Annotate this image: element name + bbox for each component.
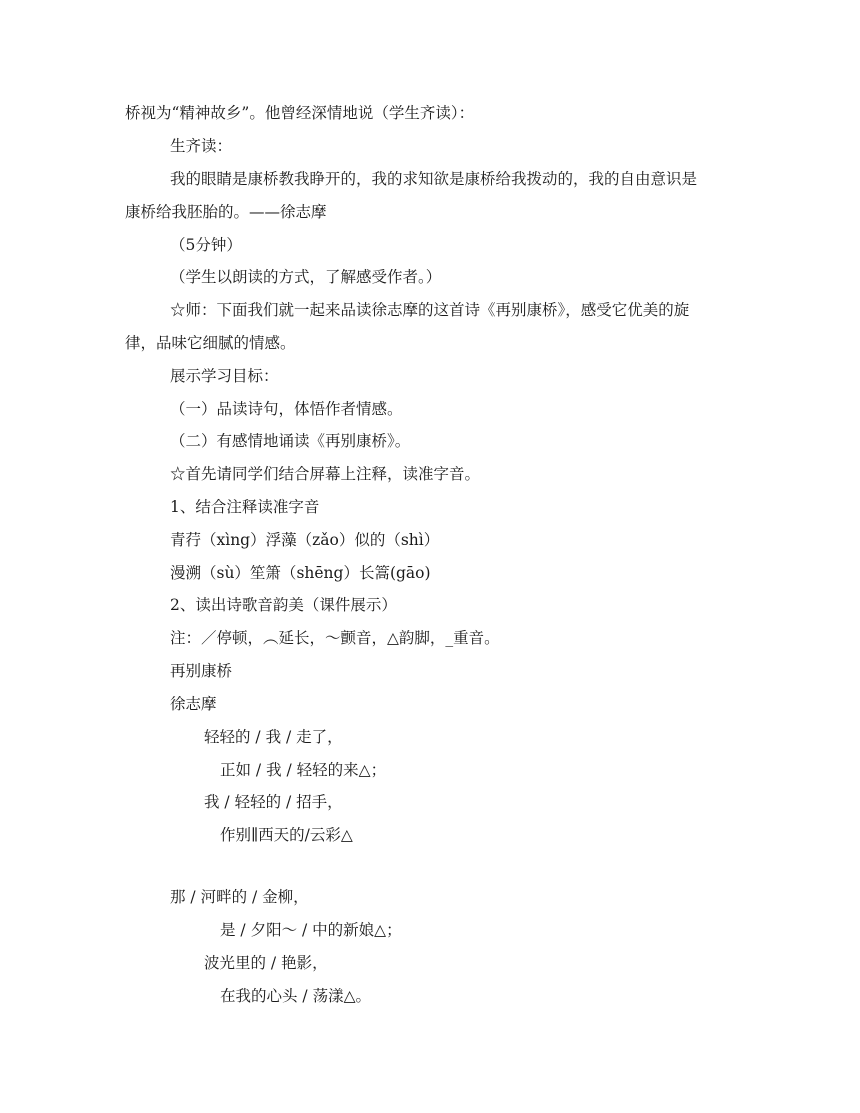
notation-legend-stress: _重音。	[445, 629, 500, 647]
text-line: 青荇（xìng）浮藻（zǎo）似的（shì）	[170, 531, 440, 549]
poem-line: 是 / 夕阳～ / 中的新娘△；	[220, 921, 402, 939]
poem-line: 作别∥西天的/云彩△	[220, 826, 353, 844]
text-line	[170, 627, 500, 649]
text-line: （一）品读诗句，体悟作者情感。	[170, 400, 403, 418]
text-line: ☆师：下面我们就一起来品读徐志摩的这首诗《再别康桥》，感受它优美的旋	[170, 301, 690, 319]
poem-line: 我 / 轻轻的 / 招手，	[204, 793, 343, 811]
poem-line: 轻轻的 / 我 / 走了，	[204, 728, 343, 746]
poem-author: 徐志摩	[170, 695, 217, 713]
text-line: 生齐读：	[170, 137, 233, 155]
text-line: 漫溯（sù）笙箫（shēng）长篙(gāo)	[170, 564, 431, 582]
text-line: 康桥给我胚胎的。——徐志摩	[125, 203, 327, 221]
text-line: 我的眼睛是康桥教我睁开的，我的求知欲是康桥给我拨动的，我的自由意识是	[170, 170, 698, 188]
text-line: 律，品味它细腻的情感。	[125, 334, 296, 352]
text-line: 2、读出诗歌音韵美（课件展示）	[170, 596, 397, 614]
notation-legend: 注：／停顿，︵延长，～颤音，△韵脚，	[170, 629, 446, 647]
text-line: （二）有感情地诵读《再别康桥》。	[170, 432, 411, 450]
poem-line: 正如 / 我 / 轻轻的来△；	[220, 761, 387, 779]
text-line: 1、结合注释读准字音	[170, 498, 320, 516]
poem-line: 在我的心头 / 荡漾△。	[220, 987, 371, 1005]
text-line: （5分钟）	[170, 236, 242, 254]
text-line: 展示学习目标：	[170, 367, 279, 385]
poem-title: 再别康桥	[170, 662, 233, 680]
poem-line: 波光里的 / 艳影，	[204, 954, 328, 972]
text-line: ☆首先请同学们结合屏幕上注释，读准字音。	[170, 465, 481, 483]
text-line: 桥视为“精神故乡”。他曾经深情地说（学生齐读）：	[125, 104, 475, 122]
poem-line: 那 / 河畔的 / 金柳，	[170, 888, 309, 906]
text-line: （学生以朗读的方式，了解感受作者。）	[170, 268, 442, 286]
